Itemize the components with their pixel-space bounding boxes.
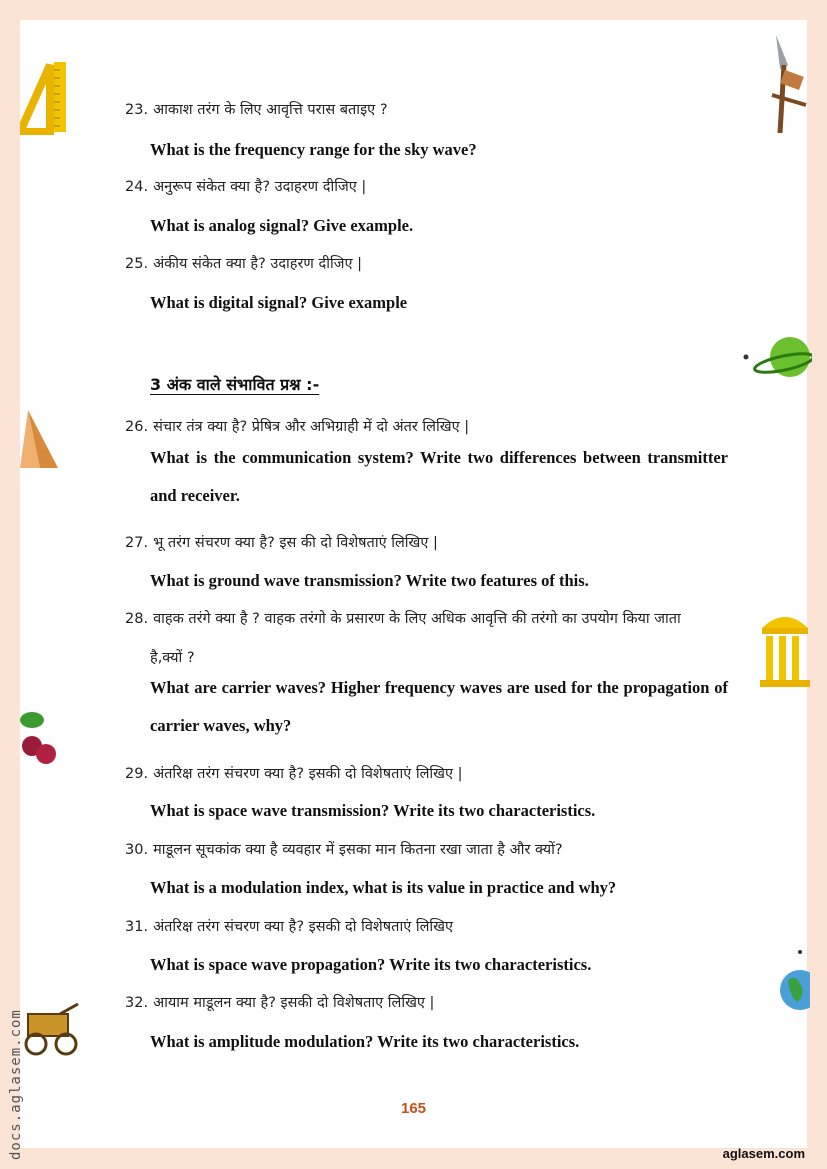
question-number: 28. <box>125 611 149 627</box>
planet-icon <box>742 335 812 385</box>
question-hindi <box>125 609 735 629</box>
question-english: What is the frequency range for the sky wave? <box>150 140 477 159</box>
question-english: What is analog signal? Give example. <box>150 216 414 235</box>
question-hindi <box>125 917 735 937</box>
question-english: What is ground wave transmission? Write two features of this. <box>150 571 589 590</box>
side-watermark: docs.aglasem.com <box>8 1009 24 1160</box>
question-hindi-text: आयाम माडूलन क्या है? इसकी दो विशेषताए लिखिए | <box>153 995 435 1011</box>
question-hindi-text: माडूलन सूचकांक क्या है व्यवहार में इसका मान कितना रखा जाता है और क्यों? <box>153 842 563 858</box>
question-number: 31. <box>125 919 149 935</box>
pyramid-icon <box>20 410 60 470</box>
question-hindi-text: अंकीय संकेत क्या है? उदाहरण दीजिए | <box>153 256 363 272</box>
cherries-icon <box>20 706 58 768</box>
question-hindi <box>125 254 735 274</box>
question-english: What is space wave propagation? Write its two characteristics. <box>150 955 592 974</box>
question-hindi-text: अनुरूप संकेत क्या है? उदाहरण दीजिए | <box>153 179 367 195</box>
question-hindi-text: अंतरिक्ष तरंग संचरण क्या है? इसकी दो विशेषताएं लिखिए <box>153 919 454 935</box>
cannon-cart-icon <box>20 1000 82 1058</box>
question-english: What is the communication system? Write two differences between transmitter and receiver. <box>150 448 728 505</box>
pillar-building-icon <box>760 606 810 688</box>
question-hindi-text: संचार तंत्र क्या है? प्रेषित्र और अभिग्राही में दो अंतर लिखिए | <box>153 419 470 435</box>
question-number: 26. <box>125 419 149 435</box>
question-hindi <box>125 764 735 784</box>
spear-tools-icon <box>766 35 811 135</box>
question-number: 27. <box>125 535 149 551</box>
ruler-triangle-icon <box>20 60 68 135</box>
question-number: 23. <box>125 102 149 118</box>
question-english: What is amplitude modulation? Write its two characteristics. <box>150 1032 580 1051</box>
question-hindi <box>125 417 735 437</box>
question-hindi-text: आकाश तरंग के लिए आवृत्ति परास बताइए ? <box>153 102 388 118</box>
question-number: 24. <box>125 179 149 195</box>
question-hindi <box>125 840 735 860</box>
question-english: What are carrier waves? Higher frequency waves are used for the propagation of carrier waves, why? <box>150 678 728 735</box>
site-watermark: aglasem.com <box>722 1146 805 1161</box>
question-number: 29. <box>125 766 149 782</box>
section-heading: 3 अंक वाले संभावित प्रश्न :- <box>150 375 320 394</box>
question-hindi <box>125 177 735 197</box>
question-hindi <box>125 533 735 553</box>
question-hindi-text: वाहक तरंगे क्या है ? वाहक तरंगो के प्रसारण के लिए अधिक आवृत्ति की तरंगो का उपयोग किया जाता <box>153 611 681 627</box>
question-hindi <box>125 993 735 1013</box>
question-hindi-text: भू तरंग संचरण क्या है? इस की दो विशेषताएं लिखिए | <box>153 535 438 551</box>
question-number: 32. <box>125 995 149 1011</box>
question-number: 25. <box>125 256 149 272</box>
page-number: 165 <box>400 1100 427 1117</box>
question-english: What is a modulation index, what is its value in practice and why? <box>150 878 617 897</box>
question-number: 30. <box>125 842 149 858</box>
question-hindi-continued: है,क्यों ? <box>150 650 195 666</box>
question-hindi <box>125 100 735 120</box>
question-english: What is digital signal? Give example <box>150 293 408 312</box>
globe-icon <box>778 948 810 1018</box>
question-english: What is space wave transmission? Write its two characteristics. <box>150 801 596 820</box>
question-hindi-text: अंतरिक्ष तरंग संचरण क्या है? इसकी दो विशेषताएं लिखिए | <box>153 766 463 782</box>
